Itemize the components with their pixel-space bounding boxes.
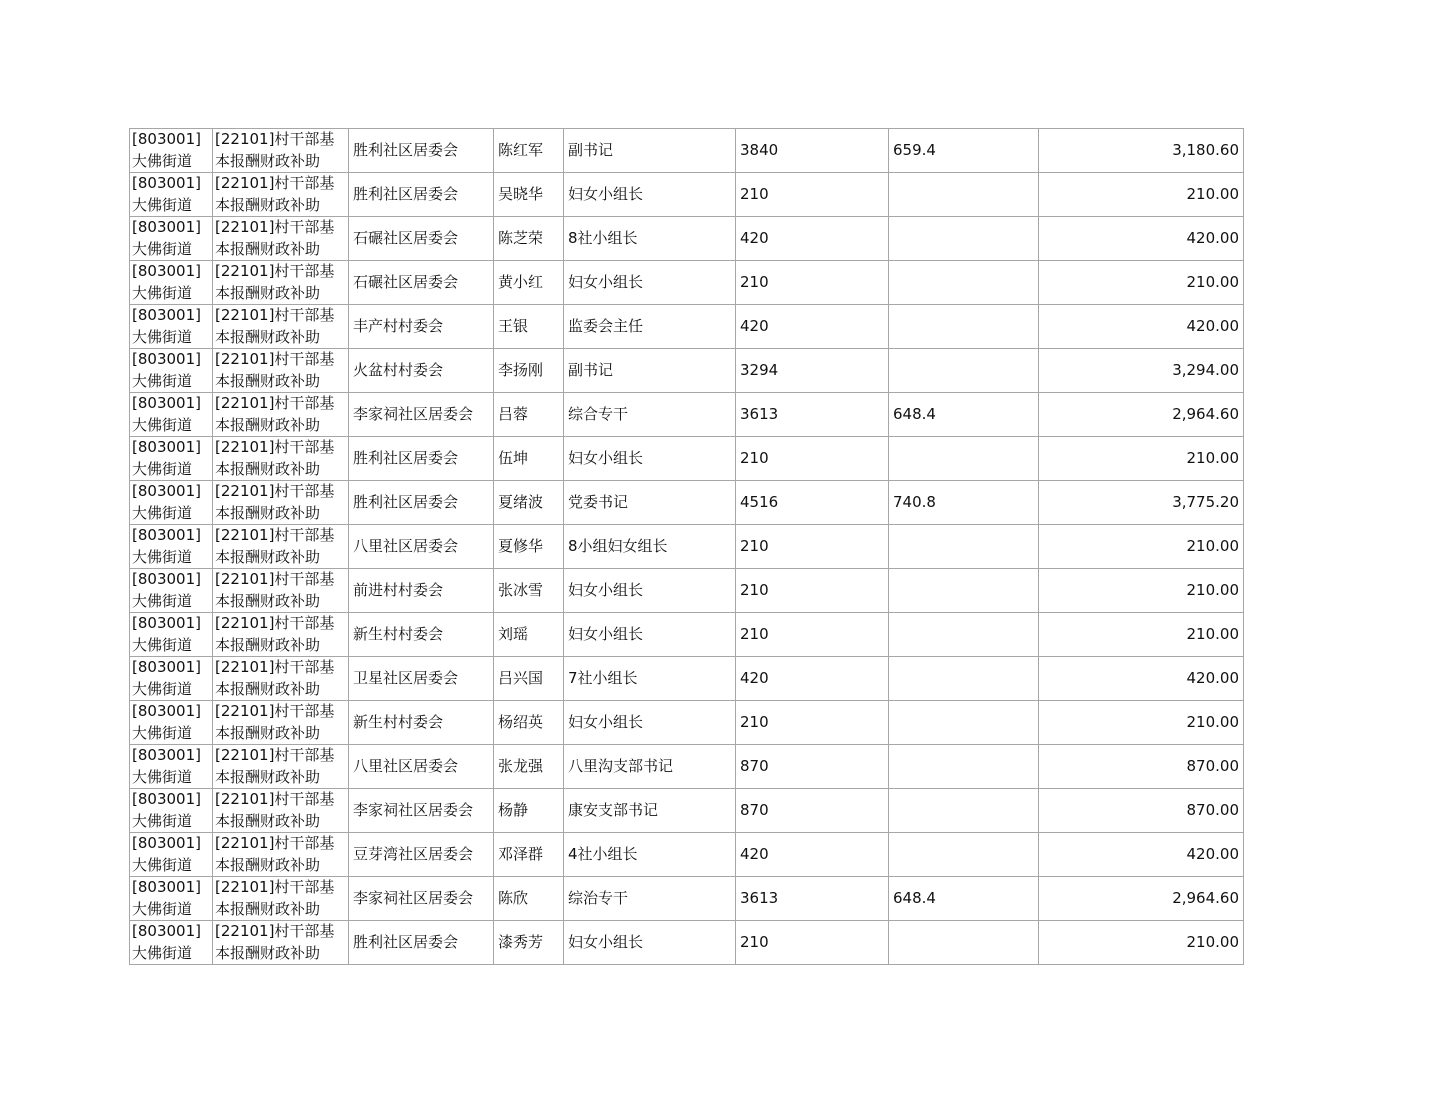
table-row bbox=[130, 173, 1244, 217]
budget-item-line2: 本报酬财政补助 bbox=[215, 635, 321, 654]
dept-code: [803001] bbox=[132, 746, 201, 764]
dept-code-cell bbox=[130, 657, 213, 701]
total-cell: 3,294.00 bbox=[1039, 349, 1244, 393]
dept-code-cell bbox=[130, 261, 213, 305]
person-name-cell: 陈欣 bbox=[494, 877, 564, 921]
organization-cell: 胜利社区居委会 bbox=[349, 173, 494, 217]
budget-item-cell bbox=[213, 217, 349, 261]
amount-cell: 420 bbox=[736, 657, 889, 701]
total-cell: 2,964.60 bbox=[1039, 877, 1244, 921]
budget-item-line2: 本报酬财政补助 bbox=[215, 679, 321, 698]
organization-cell: 新生村村委会 bbox=[349, 701, 494, 745]
dept-code: [803001] bbox=[132, 262, 201, 280]
position-cell: 副书记 bbox=[564, 129, 736, 173]
dept-name: 大佛街道 bbox=[132, 415, 193, 434]
position-cell: 综治专干 bbox=[564, 877, 736, 921]
table-row bbox=[130, 305, 1244, 349]
budget-item-line1: [22101]村干部基 bbox=[215, 438, 335, 456]
table-row bbox=[130, 877, 1244, 921]
dept-name: 大佛街道 bbox=[132, 811, 193, 830]
position-cell: 妇女小组长 bbox=[564, 921, 736, 965]
dept-name: 大佛街道 bbox=[132, 239, 193, 258]
deduction-cell: 659.4 bbox=[889, 129, 1039, 173]
budget-item-line2: 本报酬财政补助 bbox=[215, 899, 321, 918]
table-body bbox=[130, 129, 1244, 965]
table-row bbox=[130, 569, 1244, 613]
organization-cell: 八里社区居委会 bbox=[349, 745, 494, 789]
organization-cell: 新生村村委会 bbox=[349, 613, 494, 657]
budget-item-line1: [22101]村干部基 bbox=[215, 878, 335, 896]
total-cell: 3,180.60 bbox=[1039, 129, 1244, 173]
total-cell: 870.00 bbox=[1039, 789, 1244, 833]
position-cell: 党委书记 bbox=[564, 481, 736, 525]
budget-item-cell bbox=[213, 525, 349, 569]
position-cell: 妇女小组长 bbox=[564, 613, 736, 657]
position-cell: 妇女小组长 bbox=[564, 261, 736, 305]
budget-item-cell bbox=[213, 921, 349, 965]
budget-item-line2: 本报酬财政补助 bbox=[215, 723, 321, 742]
position-cell: 妇女小组长 bbox=[564, 569, 736, 613]
deduction-cell: 648.4 bbox=[889, 393, 1039, 437]
dept-name: 大佛街道 bbox=[132, 899, 193, 918]
person-name-cell: 黄小红 bbox=[494, 261, 564, 305]
dept-code: [803001] bbox=[132, 218, 201, 236]
dept-name: 大佛街道 bbox=[132, 371, 193, 390]
dept-name: 大佛街道 bbox=[132, 723, 193, 742]
amount-cell: 210 bbox=[736, 613, 889, 657]
total-cell: 210.00 bbox=[1039, 437, 1244, 481]
budget-item-line2: 本报酬财政补助 bbox=[215, 415, 321, 434]
table-row bbox=[130, 921, 1244, 965]
dept-code-cell bbox=[130, 921, 213, 965]
person-name-cell: 张冰雪 bbox=[494, 569, 564, 613]
budget-item-cell bbox=[213, 877, 349, 921]
amount-cell: 210 bbox=[736, 701, 889, 745]
total-cell: 420.00 bbox=[1039, 657, 1244, 701]
dept-name: 大佛街道 bbox=[132, 459, 193, 478]
person-name-cell: 陈芝荣 bbox=[494, 217, 564, 261]
dept-name: 大佛街道 bbox=[132, 635, 193, 654]
total-cell: 210.00 bbox=[1039, 569, 1244, 613]
person-name-cell: 漆秀芳 bbox=[494, 921, 564, 965]
table-row bbox=[130, 789, 1244, 833]
budget-item-line2: 本报酬财政补助 bbox=[215, 811, 321, 830]
amount-cell: 870 bbox=[736, 789, 889, 833]
deduction-cell bbox=[889, 657, 1039, 701]
deduction-cell bbox=[889, 569, 1039, 613]
dept-name: 大佛街道 bbox=[132, 195, 193, 214]
amount-cell: 210 bbox=[736, 437, 889, 481]
dept-code: [803001] bbox=[132, 658, 201, 676]
person-name-cell: 李扬刚 bbox=[494, 349, 564, 393]
budget-item-line2: 本报酬财政补助 bbox=[215, 151, 321, 170]
position-cell: 康安支部书记 bbox=[564, 789, 736, 833]
dept-name: 大佛街道 bbox=[132, 327, 193, 346]
dept-code: [803001] bbox=[132, 306, 201, 324]
position-cell: 8小组妇女组长 bbox=[564, 525, 736, 569]
table-row bbox=[130, 613, 1244, 657]
total-cell: 210.00 bbox=[1039, 173, 1244, 217]
deduction-cell bbox=[889, 745, 1039, 789]
budget-item-line2: 本报酬财政补助 bbox=[215, 855, 321, 874]
budget-item-cell bbox=[213, 349, 349, 393]
deduction-cell: 648.4 bbox=[889, 877, 1039, 921]
dept-code: [803001] bbox=[132, 702, 201, 720]
budget-item-cell bbox=[213, 657, 349, 701]
table-row bbox=[130, 437, 1244, 481]
table-row bbox=[130, 833, 1244, 877]
dept-code: [803001] bbox=[132, 130, 201, 148]
budget-item-line1: [22101]村干部基 bbox=[215, 218, 335, 236]
budget-item-cell bbox=[213, 261, 349, 305]
budget-item-line2: 本报酬财政补助 bbox=[215, 283, 321, 302]
amount-cell: 420 bbox=[736, 833, 889, 877]
budget-item-cell bbox=[213, 701, 349, 745]
budget-item-line2: 本报酬财政补助 bbox=[215, 503, 321, 522]
dept-name: 大佛街道 bbox=[132, 591, 193, 610]
dept-code: [803001] bbox=[132, 482, 201, 500]
dept-code-cell bbox=[130, 217, 213, 261]
amount-cell: 210 bbox=[736, 921, 889, 965]
budget-item-cell bbox=[213, 481, 349, 525]
dept-code: [803001] bbox=[132, 438, 201, 456]
total-cell: 2,964.60 bbox=[1039, 393, 1244, 437]
amount-cell: 4516 bbox=[736, 481, 889, 525]
dept-code-cell bbox=[130, 789, 213, 833]
deduction-cell: 740.8 bbox=[889, 481, 1039, 525]
position-cell: 妇女小组长 bbox=[564, 173, 736, 217]
position-cell: 7社小组长 bbox=[564, 657, 736, 701]
organization-cell: 前进村村委会 bbox=[349, 569, 494, 613]
amount-cell: 3613 bbox=[736, 393, 889, 437]
dept-code-cell bbox=[130, 173, 213, 217]
organization-cell: 石碾社区居委会 bbox=[349, 261, 494, 305]
person-name-cell: 吕兴国 bbox=[494, 657, 564, 701]
amount-cell: 210 bbox=[736, 173, 889, 217]
organization-cell: 石碾社区居委会 bbox=[349, 217, 494, 261]
deduction-cell bbox=[889, 305, 1039, 349]
dept-code: [803001] bbox=[132, 878, 201, 896]
amount-cell: 3613 bbox=[736, 877, 889, 921]
position-cell: 副书记 bbox=[564, 349, 736, 393]
budget-item-line1: [22101]村干部基 bbox=[215, 570, 335, 588]
person-name-cell: 伍坤 bbox=[494, 437, 564, 481]
organization-cell: 胜利社区居委会 bbox=[349, 481, 494, 525]
budget-item-line2: 本报酬财政补助 bbox=[215, 767, 321, 786]
person-name-cell: 陈红军 bbox=[494, 129, 564, 173]
deduction-cell bbox=[889, 701, 1039, 745]
organization-cell: 卫星社区居委会 bbox=[349, 657, 494, 701]
amount-cell: 3294 bbox=[736, 349, 889, 393]
amount-cell: 420 bbox=[736, 217, 889, 261]
budget-item-cell bbox=[213, 613, 349, 657]
budget-item-line2: 本报酬财政补助 bbox=[215, 327, 321, 346]
deduction-cell bbox=[889, 613, 1039, 657]
amount-cell: 210 bbox=[736, 569, 889, 613]
dept-name: 大佛街道 bbox=[132, 679, 193, 698]
budget-item-line1: [22101]村干部基 bbox=[215, 262, 335, 280]
budget-item-cell bbox=[213, 393, 349, 437]
budget-item-line1: [22101]村干部基 bbox=[215, 130, 335, 148]
person-name-cell: 吴晓华 bbox=[494, 173, 564, 217]
budget-item-line1: [22101]村干部基 bbox=[215, 658, 335, 676]
total-cell: 420.00 bbox=[1039, 833, 1244, 877]
data-table bbox=[129, 128, 1244, 965]
budget-item-line2: 本报酬财政补助 bbox=[215, 591, 321, 610]
position-cell: 八里沟支部书记 bbox=[564, 745, 736, 789]
budget-item-line1: [22101]村干部基 bbox=[215, 350, 335, 368]
total-cell: 210.00 bbox=[1039, 613, 1244, 657]
total-cell: 420.00 bbox=[1039, 217, 1244, 261]
amount-cell: 870 bbox=[736, 745, 889, 789]
dept-code-cell bbox=[130, 745, 213, 789]
deduction-cell bbox=[889, 921, 1039, 965]
dept-code: [803001] bbox=[132, 922, 201, 940]
budget-item-line1: [22101]村干部基 bbox=[215, 614, 335, 632]
budget-item-line1: [22101]村干部基 bbox=[215, 482, 335, 500]
budget-item-line1: [22101]村干部基 bbox=[215, 922, 335, 940]
budget-item-line2: 本报酬财政补助 bbox=[215, 195, 321, 214]
person-name-cell: 王银 bbox=[494, 305, 564, 349]
budget-item-line2: 本报酬财政补助 bbox=[215, 239, 321, 258]
person-name-cell: 杨静 bbox=[494, 789, 564, 833]
organization-cell: 胜利社区居委会 bbox=[349, 129, 494, 173]
table-row bbox=[130, 129, 1244, 173]
budget-item-cell bbox=[213, 305, 349, 349]
total-cell: 420.00 bbox=[1039, 305, 1244, 349]
total-cell: 870.00 bbox=[1039, 745, 1244, 789]
dept-code: [803001] bbox=[132, 790, 201, 808]
total-cell: 210.00 bbox=[1039, 701, 1244, 745]
budget-item-cell bbox=[213, 745, 349, 789]
organization-cell: 李家祠社区居委会 bbox=[349, 789, 494, 833]
budget-item-cell bbox=[213, 437, 349, 481]
budget-item-line1: [22101]村干部基 bbox=[215, 526, 335, 544]
dept-code: [803001] bbox=[132, 834, 201, 852]
deduction-cell bbox=[889, 261, 1039, 305]
amount-cell: 210 bbox=[736, 261, 889, 305]
dept-code-cell bbox=[130, 613, 213, 657]
person-name-cell: 夏修华 bbox=[494, 525, 564, 569]
dept-code-cell bbox=[130, 701, 213, 745]
table-row bbox=[130, 525, 1244, 569]
dept-code-cell bbox=[130, 437, 213, 481]
table-row bbox=[130, 745, 1244, 789]
dept-code-cell bbox=[130, 481, 213, 525]
budget-item-line1: [22101]村干部基 bbox=[215, 790, 335, 808]
budget-item-cell bbox=[213, 129, 349, 173]
organization-cell: 火盆村村委会 bbox=[349, 349, 494, 393]
dept-code-cell bbox=[130, 877, 213, 921]
budget-item-line1: [22101]村干部基 bbox=[215, 702, 335, 720]
deduction-cell bbox=[889, 437, 1039, 481]
person-name-cell: 张龙强 bbox=[494, 745, 564, 789]
dept-name: 大佛街道 bbox=[132, 283, 193, 302]
dept-code: [803001] bbox=[132, 350, 201, 368]
table-row bbox=[130, 393, 1244, 437]
organization-cell: 李家祠社区居委会 bbox=[349, 877, 494, 921]
budget-item-line1: [22101]村干部基 bbox=[215, 746, 335, 764]
table-row bbox=[130, 657, 1244, 701]
dept-name: 大佛街道 bbox=[132, 547, 193, 566]
budget-item-line1: [22101]村干部基 bbox=[215, 306, 335, 324]
person-name-cell: 邓泽群 bbox=[494, 833, 564, 877]
budget-item-line1: [22101]村干部基 bbox=[215, 834, 335, 852]
dept-code: [803001] bbox=[132, 526, 201, 544]
position-cell: 综合专干 bbox=[564, 393, 736, 437]
total-cell: 210.00 bbox=[1039, 921, 1244, 965]
position-cell: 妇女小组长 bbox=[564, 701, 736, 745]
budget-item-cell bbox=[213, 833, 349, 877]
budget-item-cell bbox=[213, 173, 349, 217]
position-cell: 妇女小组长 bbox=[564, 437, 736, 481]
budget-item-cell bbox=[213, 789, 349, 833]
organization-cell: 胜利社区居委会 bbox=[349, 921, 494, 965]
budget-item-line2: 本报酬财政补助 bbox=[215, 943, 321, 962]
dept-code-cell bbox=[130, 393, 213, 437]
budget-item-line2: 本报酬财政补助 bbox=[215, 371, 321, 390]
amount-cell: 3840 bbox=[736, 129, 889, 173]
budget-item-line1: [22101]村干部基 bbox=[215, 394, 335, 412]
deduction-cell bbox=[889, 173, 1039, 217]
budget-item-line2: 本报酬财政补助 bbox=[215, 459, 321, 478]
dept-name: 大佛街道 bbox=[132, 943, 193, 962]
budget-item-line1: [22101]村干部基 bbox=[215, 174, 335, 192]
deduction-cell bbox=[889, 349, 1039, 393]
total-cell: 210.00 bbox=[1039, 261, 1244, 305]
deduction-cell bbox=[889, 217, 1039, 261]
dept-code: [803001] bbox=[132, 614, 201, 632]
position-cell: 8社小组长 bbox=[564, 217, 736, 261]
dept-name: 大佛街道 bbox=[132, 503, 193, 522]
amount-cell: 210 bbox=[736, 525, 889, 569]
person-name-cell: 杨绍英 bbox=[494, 701, 564, 745]
table-row bbox=[130, 349, 1244, 393]
organization-cell: 李家祠社区居委会 bbox=[349, 393, 494, 437]
total-cell: 210.00 bbox=[1039, 525, 1244, 569]
dept-code-cell bbox=[130, 525, 213, 569]
person-name-cell: 刘瑶 bbox=[494, 613, 564, 657]
dept-code: [803001] bbox=[132, 570, 201, 588]
dept-name: 大佛街道 bbox=[132, 767, 193, 786]
dept-code: [803001] bbox=[132, 174, 201, 192]
position-cell: 监委会主任 bbox=[564, 305, 736, 349]
budget-item-line2: 本报酬财政补助 bbox=[215, 547, 321, 566]
organization-cell: 胜利社区居委会 bbox=[349, 437, 494, 481]
deduction-cell bbox=[889, 789, 1039, 833]
dept-name: 大佛街道 bbox=[132, 151, 193, 170]
dept-code-cell bbox=[130, 569, 213, 613]
dept-code-cell bbox=[130, 349, 213, 393]
table-row bbox=[130, 261, 1244, 305]
organization-cell: 丰产村村委会 bbox=[349, 305, 494, 349]
dept-code: [803001] bbox=[132, 394, 201, 412]
table-row bbox=[130, 701, 1244, 745]
total-cell: 3,775.20 bbox=[1039, 481, 1244, 525]
dept-code-cell bbox=[130, 833, 213, 877]
person-name-cell: 吕蓉 bbox=[494, 393, 564, 437]
dept-code-cell bbox=[130, 305, 213, 349]
organization-cell: 豆芽湾社区居委会 bbox=[349, 833, 494, 877]
table-row bbox=[130, 217, 1244, 261]
table-row bbox=[130, 481, 1244, 525]
dept-code-cell bbox=[130, 129, 213, 173]
dept-name: 大佛街道 bbox=[132, 855, 193, 874]
person-name-cell: 夏绪波 bbox=[494, 481, 564, 525]
amount-cell: 420 bbox=[736, 305, 889, 349]
budget-item-cell bbox=[213, 569, 349, 613]
deduction-cell bbox=[889, 833, 1039, 877]
organization-cell: 八里社区居委会 bbox=[349, 525, 494, 569]
position-cell: 4社小组长 bbox=[564, 833, 736, 877]
deduction-cell bbox=[889, 525, 1039, 569]
